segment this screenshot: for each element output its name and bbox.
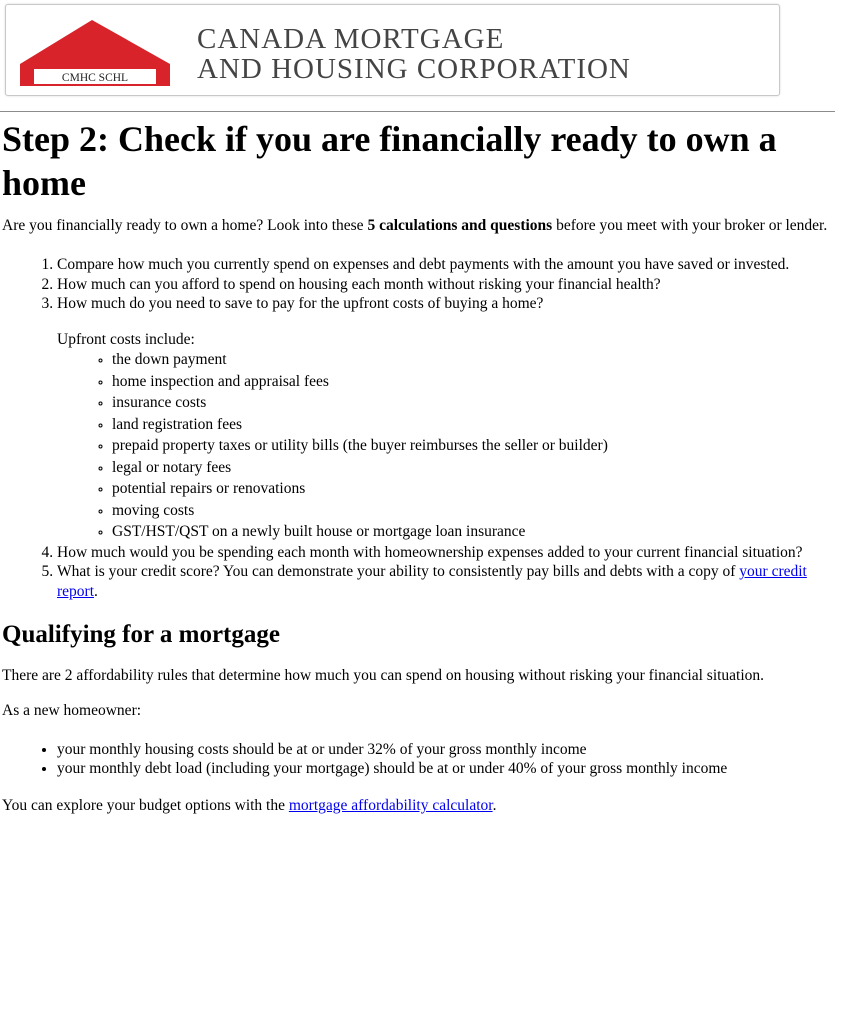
list-item: ◦ prepaid property taxes or utility bills (the buyer reimburses the seller or builder) xyxy=(112,435,830,457)
cmhc-logo[interactable] xyxy=(20,18,170,86)
list-item: ◦ home inspection and appraisal fees xyxy=(112,371,830,393)
upfront-costs-label: Upfront costs include: xyxy=(57,330,195,348)
credit-report-link[interactable]: your credit report xyxy=(57,563,807,600)
list-item: ◦ moving costs xyxy=(112,500,830,522)
step-item-2: 2. How much can you afford to spend on housing each month without risking your financial health? xyxy=(57,275,830,295)
qualifying-heading: Qualifying for a mortgage xyxy=(2,621,280,648)
affordability-rules-list xyxy=(2,740,830,778)
list-item: • your monthly housing costs should be at or under 32% of your gross monthly income xyxy=(57,740,830,759)
org-name-line1: CANADA MORTGAGE xyxy=(197,23,505,55)
list-item: ◦ legal or notary fees xyxy=(112,457,830,479)
step-item-3: 3. How much do you need to save to pay for the upfront costs of buying a home? Upfront costs include: ◦ the down payment ◦ home inspection and appraisal fees ◦ insurance costs ◦ land registration fees ◦ prepaid property taxes or utility bills (the buyer reimburses the seller or builder) ◦ legal or notary fees ◦ potential repairs or renovations ◦ moving costs ◦ GST/HST/QST on a newly built house or mortgage loan insurance xyxy=(57,294,830,543)
steps-list xyxy=(2,255,830,601)
upfront-costs-list xyxy=(57,349,830,543)
list-item: ◦ the down payment xyxy=(112,349,830,371)
list-item: ◦ insurance costs xyxy=(112,392,830,414)
step-item-5: 5. What is your credit score? You can demonstrate your ability to consistently pay bills and debts with a copy of your credit report. xyxy=(57,562,830,601)
header-divider xyxy=(0,111,835,112)
house-roof-icon xyxy=(20,18,170,86)
org-name xyxy=(197,24,631,84)
step-item-1: 1. Compare how much you currently spend on expenses and debt payments with the amount you have saved or invested. xyxy=(57,255,830,275)
header-logo-box xyxy=(5,4,780,96)
page-title: Step 2: Check if you are financially ready to own a home xyxy=(2,119,777,203)
step-item-4: 4. How much would you be spending each month with homeownership expenses added to your current financial situation? xyxy=(57,543,830,563)
affordability-calculator-link[interactable]: mortgage affordability calculator xyxy=(288,797,493,814)
intro-paragraph: Are you financially ready to own a home? Look into these 5 calculations and questions before you meet with your broker or lender. xyxy=(2,217,828,234)
explore-paragraph: You can explore your budget options with the mortgage affordability calculator. xyxy=(2,797,497,814)
list-item: ◦ GST/HST/QST on a newly built house or mortgage loan insurance xyxy=(112,521,830,543)
new-homeowner-label: As a new homeowner: xyxy=(2,702,142,719)
list-item: • your monthly debt load (including your mortgage) should be at or under 40% of your gross monthly income xyxy=(57,759,830,778)
logo-text: CMHC SCHL xyxy=(61,72,129,84)
rules-intro-paragraph: There are 2 affordability rules that determine how much you can spend on housing without risking your financial situation. xyxy=(2,667,765,684)
main-content xyxy=(2,117,830,815)
list-item: ◦ potential repairs or renovations xyxy=(112,478,830,500)
list-item: ◦ land registration fees xyxy=(112,414,830,436)
intro-bold: 5 calculations and questions xyxy=(367,217,553,234)
org-name-line2: AND HOUSING CORPORATION xyxy=(197,53,631,85)
